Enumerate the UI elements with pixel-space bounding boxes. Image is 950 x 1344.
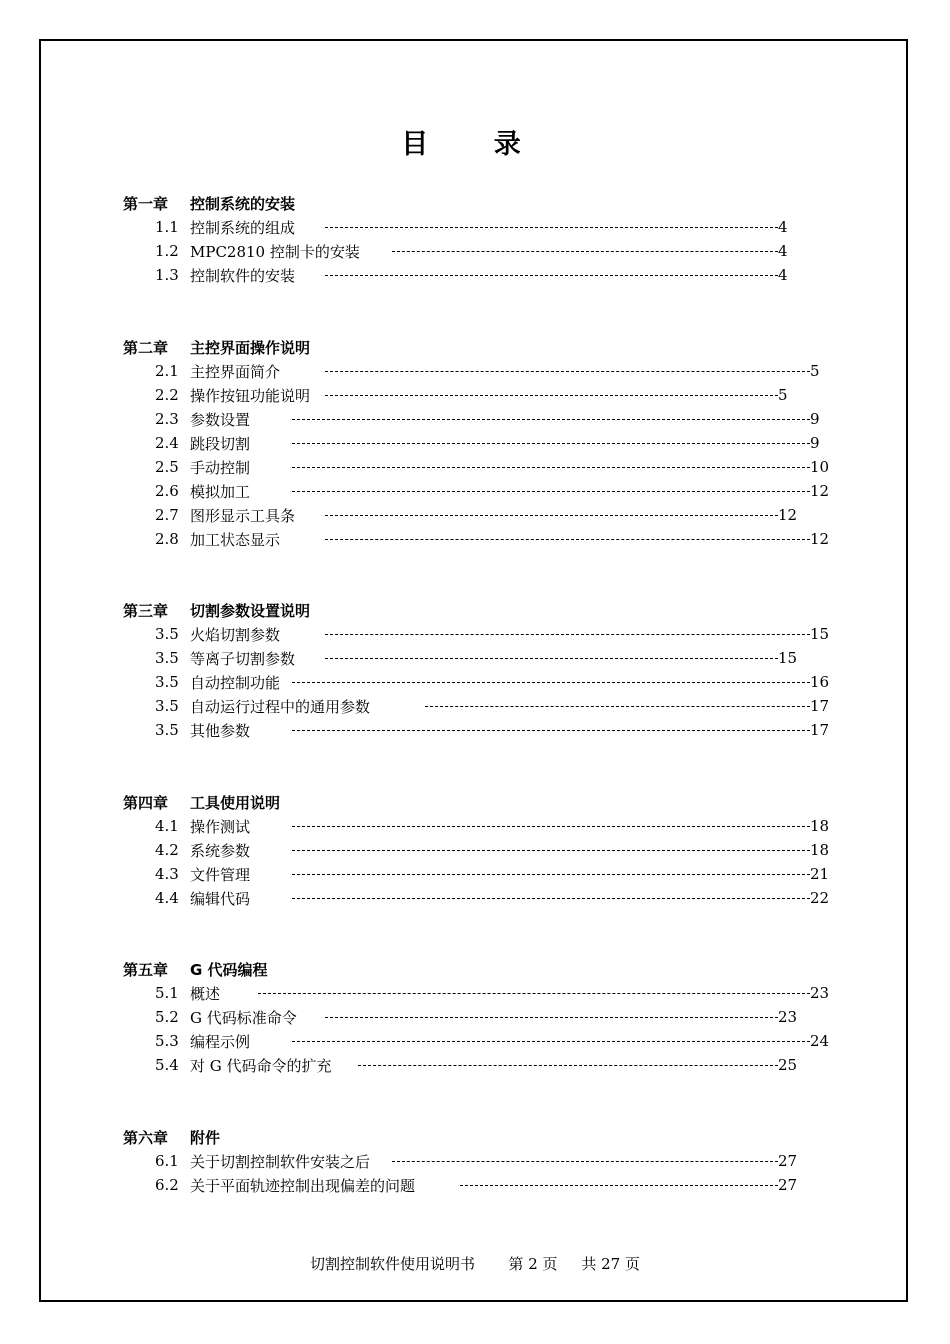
chapter-title: 附件 bbox=[190, 1129, 221, 1147]
entry-number: 4.3 bbox=[155, 865, 179, 883]
dot-leader bbox=[258, 993, 810, 994]
entry-page-number: 16 bbox=[810, 673, 830, 691]
entry-title: 手动控制 bbox=[190, 458, 251, 477]
entry-page-number: 5 bbox=[778, 386, 788, 404]
page-footer bbox=[0, 1253, 950, 1274]
entry-page-number: 27 bbox=[778, 1176, 798, 1194]
entry-title: 图形显示工具条 bbox=[190, 506, 296, 525]
entry-page-number: 9 bbox=[810, 434, 820, 452]
toc-entry[interactable] bbox=[155, 481, 830, 501]
toc-entry[interactable] bbox=[155, 1151, 798, 1171]
toc-entry[interactable] bbox=[155, 864, 830, 884]
toc-entry[interactable] bbox=[155, 217, 798, 237]
entry-title: 控制软件的安装 bbox=[190, 266, 296, 285]
entry-number: 2.4 bbox=[155, 434, 179, 452]
entry-title: 跳段切割 bbox=[190, 434, 251, 453]
entry-page-number: 23 bbox=[778, 1008, 798, 1026]
toc-entry[interactable] bbox=[155, 1031, 830, 1051]
toc-entry[interactable] bbox=[155, 1055, 798, 1075]
entry-title: 模拟加工 bbox=[190, 482, 251, 501]
chapter-heading[interactable] bbox=[123, 600, 310, 621]
dot-leader bbox=[325, 371, 810, 372]
dot-leader bbox=[292, 826, 810, 827]
entry-page-number: 12 bbox=[810, 530, 830, 548]
entry-number: 2.1 bbox=[155, 362, 179, 380]
dot-leader bbox=[292, 682, 810, 683]
toc-entry[interactable] bbox=[155, 1175, 798, 1195]
footer-page-number: 第 2 页 bbox=[508, 1255, 558, 1273]
entry-title: 关于平面轨迹控制出现偏差的问题 bbox=[190, 1176, 416, 1195]
entry-page-number: 4 bbox=[778, 218, 788, 236]
chapter-title: G 代码编程 bbox=[190, 961, 268, 979]
footer-total-pages: 共 27 页 bbox=[581, 1255, 640, 1273]
entry-number: 4.1 bbox=[155, 817, 179, 835]
chapter-heading[interactable] bbox=[123, 959, 268, 980]
entry-number: 5.2 bbox=[155, 1008, 179, 1026]
entry-number: 2.6 bbox=[155, 482, 179, 500]
entry-page-number: 4 bbox=[778, 242, 788, 260]
entry-title: 自动运行过程中的通用参数 bbox=[190, 697, 371, 716]
toc-entry[interactable] bbox=[155, 888, 830, 908]
dot-leader bbox=[325, 227, 778, 228]
dot-leader bbox=[325, 634, 810, 635]
entry-page-number: 12 bbox=[810, 482, 830, 500]
entry-title: 编辑代码 bbox=[190, 889, 251, 908]
dot-leader bbox=[425, 706, 810, 707]
entry-page-number: 5 bbox=[810, 362, 820, 380]
entry-title: 编程示例 bbox=[190, 1032, 251, 1051]
chapter-title: 切割参数设置说明 bbox=[190, 602, 311, 620]
entry-title: 加工状态显示 bbox=[190, 530, 281, 549]
toc-entry[interactable] bbox=[155, 983, 830, 1003]
entry-page-number: 18 bbox=[810, 841, 830, 859]
entry-number: 4.2 bbox=[155, 841, 179, 859]
chapter-heading[interactable] bbox=[123, 193, 295, 214]
toc-entry[interactable] bbox=[155, 648, 798, 668]
toc-entry[interactable] bbox=[155, 265, 798, 285]
entry-page-number: 23 bbox=[810, 984, 830, 1002]
toc-entry[interactable] bbox=[155, 409, 830, 429]
dot-leader bbox=[292, 443, 810, 444]
toc-entry[interactable] bbox=[155, 1007, 798, 1027]
dot-leader bbox=[325, 658, 778, 659]
entry-title: 主控界面简介 bbox=[190, 362, 281, 381]
entry-number: 1.1 bbox=[155, 218, 179, 236]
entry-title: MPC2810 控制卡的安装 bbox=[190, 242, 360, 261]
entry-number: 5.3 bbox=[155, 1032, 179, 1050]
entry-number: 2.5 bbox=[155, 458, 179, 476]
entry-title: G 代码标准命令 bbox=[190, 1008, 297, 1027]
toc-entry[interactable] bbox=[155, 433, 830, 453]
toc-entry[interactable] bbox=[155, 672, 830, 692]
entry-page-number: 15 bbox=[778, 649, 798, 667]
toc-entry[interactable] bbox=[155, 529, 830, 549]
chapter-heading[interactable] bbox=[123, 792, 280, 813]
entry-title: 火焰切割参数 bbox=[190, 625, 281, 644]
chapter-heading[interactable] bbox=[123, 337, 310, 358]
entry-title: 参数设置 bbox=[190, 410, 251, 429]
toc-entry[interactable] bbox=[155, 241, 798, 261]
dot-leader bbox=[392, 1161, 778, 1162]
toc-entry[interactable] bbox=[155, 457, 830, 477]
entry-page-number: 15 bbox=[810, 625, 830, 643]
chapter-number: 第三章 bbox=[123, 602, 169, 620]
entry-page-number: 27 bbox=[778, 1152, 798, 1170]
dot-leader bbox=[292, 898, 810, 899]
entry-page-number: 21 bbox=[810, 865, 830, 883]
entry-number: 2.7 bbox=[155, 506, 179, 524]
entry-number: 2.2 bbox=[155, 386, 179, 404]
dot-leader bbox=[358, 1065, 778, 1066]
dot-leader bbox=[292, 491, 810, 492]
entry-number: 2.3 bbox=[155, 410, 179, 428]
entry-page-number: 4 bbox=[778, 266, 788, 284]
entry-title: 概述 bbox=[190, 984, 221, 1003]
entry-title: 文件管理 bbox=[190, 865, 251, 884]
dot-leader bbox=[460, 1185, 778, 1186]
entry-page-number: 25 bbox=[778, 1056, 798, 1074]
toc-entry[interactable] bbox=[155, 361, 830, 381]
toc-entry[interactable] bbox=[155, 816, 830, 836]
toc-entry[interactable] bbox=[155, 385, 798, 405]
entry-page-number: 18 bbox=[810, 817, 830, 835]
dot-leader bbox=[325, 515, 778, 516]
dot-leader bbox=[325, 275, 778, 276]
dot-leader bbox=[292, 467, 810, 468]
entry-number: 5.4 bbox=[155, 1056, 179, 1074]
entry-title: 控制系统的组成 bbox=[190, 218, 296, 237]
entry-title: 系统参数 bbox=[190, 841, 251, 860]
entry-number: 2.8 bbox=[155, 530, 179, 548]
chapter-title: 工具使用说明 bbox=[190, 794, 281, 812]
entry-title: 等离子切割参数 bbox=[190, 649, 296, 668]
entry-number: 1.2 bbox=[155, 242, 179, 260]
entry-page-number: 10 bbox=[810, 458, 830, 476]
entry-page-number: 12 bbox=[778, 506, 798, 524]
dot-leader bbox=[292, 419, 810, 420]
chapter-heading[interactable] bbox=[123, 1127, 220, 1148]
toc-entry[interactable] bbox=[155, 840, 830, 860]
entry-number: 3.5 bbox=[155, 649, 179, 667]
toc-entry[interactable] bbox=[155, 624, 830, 644]
dot-leader bbox=[292, 850, 810, 851]
entry-page-number: 9 bbox=[810, 410, 820, 428]
dot-leader bbox=[292, 730, 810, 731]
entry-title: 操作测试 bbox=[190, 817, 251, 836]
chapter-title: 主控界面操作说明 bbox=[190, 339, 311, 357]
chapter-number: 第四章 bbox=[123, 794, 169, 812]
entry-page-number: 17 bbox=[810, 697, 830, 715]
dot-leader bbox=[292, 1041, 810, 1042]
chapter-title: 控制系统的安装 bbox=[190, 195, 296, 213]
dot-leader bbox=[292, 874, 810, 875]
chapter-number: 第五章 bbox=[123, 961, 169, 979]
footer-doc-title: 切割控制软件使用说明书 bbox=[310, 1255, 476, 1273]
entry-number: 3.5 bbox=[155, 697, 179, 715]
dot-leader bbox=[325, 1017, 778, 1018]
entry-page-number: 24 bbox=[810, 1032, 830, 1050]
entry-title: 操作按钮功能说明 bbox=[190, 386, 311, 405]
entry-number: 3.5 bbox=[155, 673, 179, 691]
chapter-number: 第一章 bbox=[123, 195, 169, 213]
entry-number: 3.5 bbox=[155, 625, 179, 643]
entry-title: 对 G 代码命令的扩充 bbox=[190, 1056, 332, 1075]
dot-leader bbox=[325, 395, 778, 396]
entry-title: 关于切割控制软件安装之后 bbox=[190, 1152, 371, 1171]
entry-page-number: 17 bbox=[810, 721, 830, 739]
chapter-number: 第二章 bbox=[123, 339, 169, 357]
chapter-number: 第六章 bbox=[123, 1129, 169, 1147]
entry-number: 4.4 bbox=[155, 889, 179, 907]
entry-number: 6.2 bbox=[155, 1176, 179, 1194]
entry-title: 其他参数 bbox=[190, 721, 251, 740]
toc-entry[interactable] bbox=[155, 720, 830, 740]
entry-number: 5.1 bbox=[155, 984, 179, 1002]
dot-leader bbox=[392, 251, 778, 252]
entry-title: 自动控制功能 bbox=[190, 673, 281, 692]
entry-number: 1.3 bbox=[155, 266, 179, 284]
entry-number: 6.1 bbox=[155, 1152, 179, 1170]
toc-entry[interactable] bbox=[155, 696, 830, 716]
entry-number: 3.5 bbox=[155, 721, 179, 739]
page-title: 目 录 bbox=[401, 129, 549, 160]
entry-page-number: 22 bbox=[810, 889, 830, 907]
dot-leader bbox=[325, 539, 810, 540]
toc-entry[interactable] bbox=[155, 505, 798, 525]
